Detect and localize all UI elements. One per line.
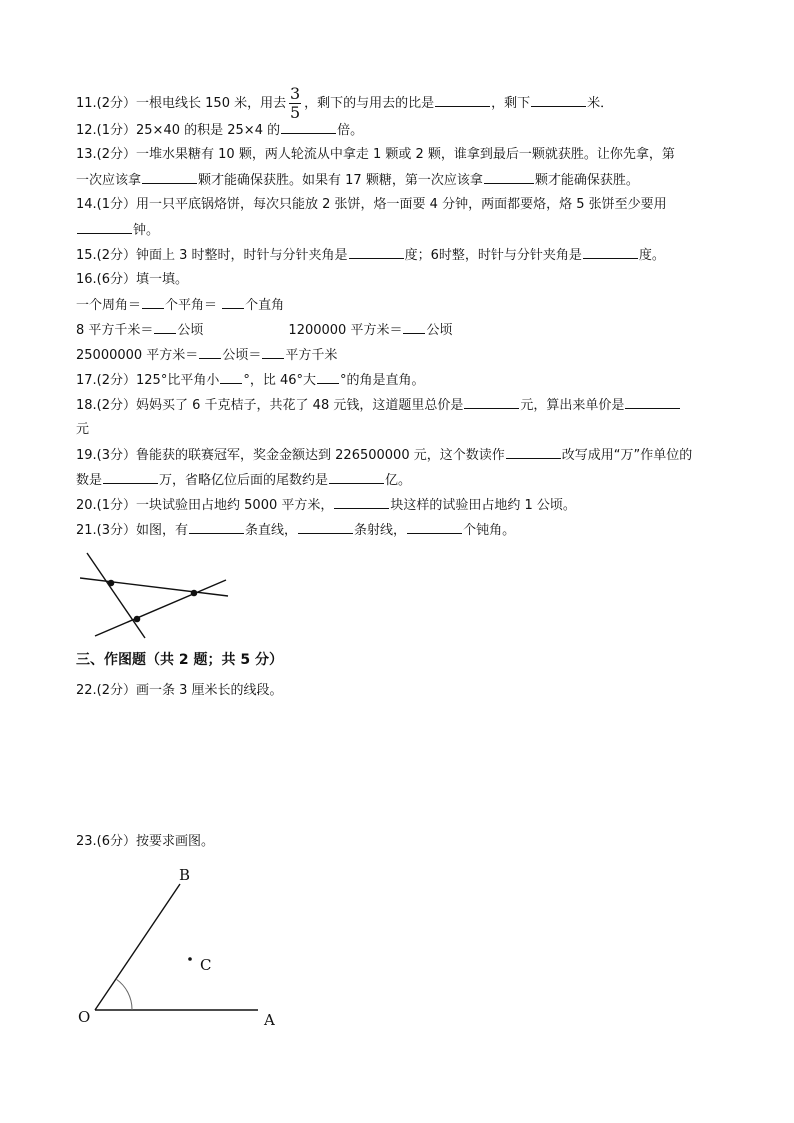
q16a-text-mid: 个平角＝	[165, 298, 222, 313]
q19b-text-mid: 万，省略亿位后面的尾数约是	[159, 473, 329, 488]
question-19-line-2	[76, 471, 411, 490]
question-11	[76, 86, 613, 121]
q13-text-end: 颗才能确保获胜。	[534, 173, 639, 188]
q16c-text-mid: 公顷＝	[222, 348, 262, 363]
q21-text-end: 个钝角。	[463, 523, 516, 538]
q12-answer-blank[interactable]	[281, 121, 336, 134]
q13-text-mid: 颗才能确保获胜。如果有 17 颗糖，第一次应该拿	[198, 173, 483, 188]
question-13-line-1	[76, 146, 675, 164]
q13-answer-blank-2[interactable]	[484, 171, 534, 184]
figure-21-lines	[80, 548, 240, 643]
q17-text-mid: °，比 46°大	[243, 373, 317, 388]
q21-answer-blank-3[interactable]	[407, 521, 462, 534]
q16c-answer-blank-2[interactable]	[262, 346, 284, 359]
q12-text-pre: 12.(1分）25×40 的积是 25×4 的	[76, 123, 281, 138]
label-b: B	[179, 866, 191, 884]
q18-text-unit: 元	[76, 422, 90, 437]
q16b-text-mid: 公顷	[177, 323, 204, 338]
q13-text-pre: 一次应该拿	[76, 173, 142, 188]
q19b-text-end: 亿。	[385, 473, 412, 488]
question-15	[76, 246, 665, 265]
q21-answer-blank-2[interactable]	[298, 521, 353, 534]
fraction-numerator: 3	[290, 84, 301, 103]
question-22	[76, 682, 283, 700]
q16-text: 16.(6分）填一填。	[76, 272, 189, 287]
q19-answer-blank-2[interactable]	[103, 471, 158, 484]
q17-text-pre: 17.(2分）125°比平角小	[76, 373, 220, 388]
q16a-text-end: 个直角	[245, 298, 285, 313]
q11-text-end: 米．	[587, 96, 614, 111]
q18-text-pre: 18.(2分）妈妈买了 6 千克桔子，共花了 48 元钱，这道题里总价是	[76, 398, 464, 413]
q21-answer-blank-1[interactable]	[189, 521, 244, 534]
q19b-text-pre: 数是	[76, 473, 103, 488]
question-16	[76, 271, 188, 289]
q20-text-end: 块这样的试验田占地约 1 公顷。	[390, 498, 576, 513]
question-18-line-2	[76, 421, 89, 439]
q19-text-end: 改写成用“万”作单位的	[561, 448, 693, 463]
q12-text-end: 倍。	[337, 123, 364, 138]
figure-21-point-1	[108, 580, 115, 587]
q15-answer-blank-1[interactable]	[349, 246, 404, 259]
figure-23-angle	[70, 862, 290, 1032]
q16c-text-pre: 25000000 平方米＝	[76, 348, 199, 363]
q21-text-mid: 条直线，	[245, 523, 298, 538]
question-16-row-1	[76, 296, 284, 315]
q16a-text-pre: 一个周角＝	[76, 298, 142, 313]
question-14-line-1	[76, 196, 667, 214]
fraction-three-fifths	[289, 86, 301, 121]
question-13-line-2	[76, 171, 639, 190]
q11-answer-blank-1[interactable]	[435, 94, 490, 107]
label-o: O	[78, 1008, 91, 1026]
question-16-row-3	[76, 346, 337, 365]
q18-text-mid: 元，算出来单价是	[520, 398, 625, 413]
q17-answer-blank-2[interactable]	[317, 371, 339, 384]
angle-arc-icon	[116, 979, 132, 1010]
q20-text-pre: 20.(1分）一块试验田占地约 5000 平方米，	[76, 498, 334, 513]
q22-text: 22.(2分）画一条 3 厘米长的线段。	[76, 683, 283, 698]
question-19-line-1	[76, 446, 692, 465]
q21-text-pre: 21.(3分）如图，有	[76, 523, 189, 538]
figure-21-point-2	[191, 590, 198, 597]
q15-text-mid: 度；6时整，时针与分针夹角是	[404, 248, 582, 263]
fraction-denominator: 5	[290, 103, 301, 122]
q18-answer-blank-1[interactable]	[464, 396, 519, 409]
q15-text-pre: 15.(2分）钟面上 3 时整时，时针与分针夹角是	[76, 248, 348, 263]
q14-answer-blank[interactable]	[77, 221, 132, 234]
q16b-answer-blank-2[interactable]	[403, 321, 425, 334]
q20-answer-blank[interactable]	[334, 496, 389, 509]
q16c-text-end: 平方千米	[285, 348, 338, 363]
ray-ob	[95, 884, 180, 1010]
question-23	[76, 833, 214, 851]
q16c-answer-blank-1[interactable]	[199, 346, 221, 359]
q16b-text-pre: 8 平方千米＝	[76, 323, 154, 338]
q19-answer-blank-1[interactable]	[506, 446, 561, 459]
question-16-row-2	[76, 321, 452, 340]
question-21	[76, 521, 515, 540]
q19-answer-blank-3[interactable]	[329, 471, 384, 484]
q13-text-line-1: 13.(2分）一堆水果糖有 10 颗，两人轮流从中拿走 1 颗或 2 颗，谁拿到最后一颗就获胜。让你先拿，第	[76, 147, 675, 162]
figure-21-line-2	[80, 578, 228, 596]
question-20	[76, 496, 576, 515]
q13-answer-blank-1[interactable]	[142, 171, 197, 184]
q15-answer-blank-2[interactable]	[583, 246, 638, 259]
figure-21-line-1	[87, 553, 145, 638]
question-17	[76, 371, 425, 390]
q16b-text-end: 公顷	[426, 323, 453, 338]
q11-answer-blank-2[interactable]	[531, 94, 586, 107]
q17-answer-blank-1[interactable]	[220, 371, 242, 384]
q14-text-line-1: 14.(1分）用一只平底锅烙饼，每次只能放 2 张饼，烙一面要 4 分钟，两面都要烙，烙 5 张饼至少要用	[76, 197, 667, 212]
q16a-answer-blank-1[interactable]	[142, 296, 164, 309]
figure-21-point-3	[134, 616, 141, 623]
section-3-title: 三、作图题（共 2 题；共 5 分）	[76, 652, 283, 668]
question-14-line-2	[76, 221, 159, 240]
q11-text-pre: 11.(2分）一根电线长 150 米，用去	[76, 96, 287, 111]
question-12	[76, 121, 363, 140]
q17-text-end: °的角是直角。	[340, 373, 425, 388]
q11-text-mid: ，剩下的与用去的比是	[304, 96, 435, 111]
label-a: A	[264, 1011, 275, 1029]
q16a-answer-blank-2[interactable]	[222, 296, 244, 309]
q19-text-pre: 19.(3分）鲁能获的联赛冠军，奖金金额达到 226500000 元，这个数读作	[76, 448, 505, 463]
point-c	[188, 957, 192, 961]
q23-text: 23.(6分）按要求画图。	[76, 834, 215, 849]
q21-text-mid2: 条射线，	[354, 523, 407, 538]
q14-text-end: 钟。	[133, 223, 160, 238]
q16b-text-pre2: 1200000 平方米＝	[288, 323, 403, 338]
question-18-line-1	[76, 396, 681, 415]
label-c: C	[200, 956, 212, 974]
q18-answer-blank-2[interactable]	[625, 396, 680, 409]
q16b-answer-blank-1[interactable]	[154, 321, 176, 334]
q11-text-mid2: ，剩下	[491, 96, 531, 111]
q15-text-end: 度。	[638, 248, 665, 263]
